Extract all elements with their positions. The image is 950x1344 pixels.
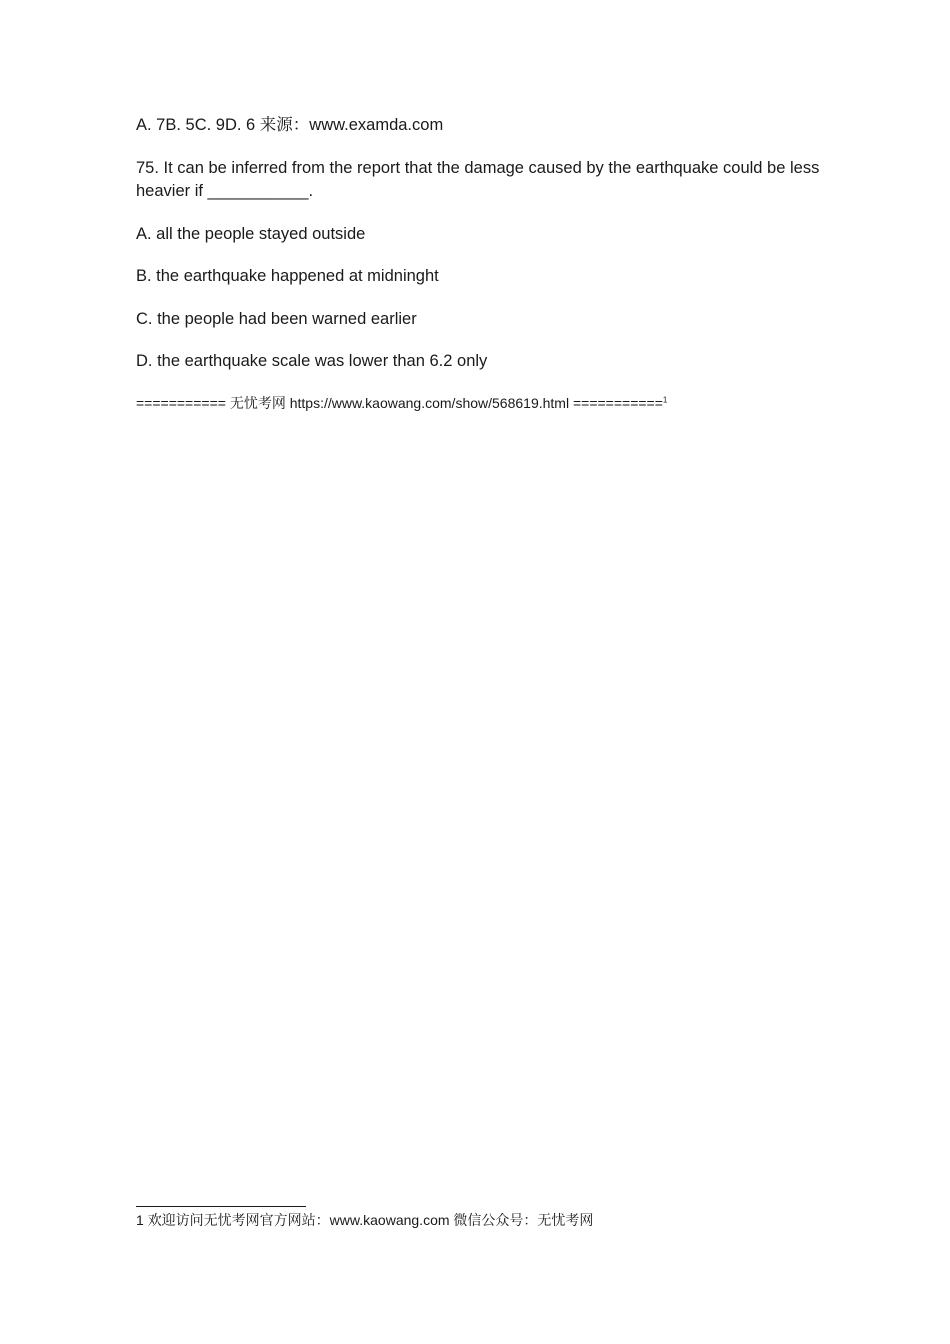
choice-d-text: D. the earthquake scale was lower than 6.2 only	[136, 352, 488, 370]
footnote-divider	[136, 1206, 306, 1207]
footnote-text: 欢迎访问无忧考网官方网站：www.kaowang.com 微信公众号：无忧考网	[147, 1212, 594, 1228]
source-line	[136, 393, 826, 413]
footnote-marker: 1	[136, 1212, 144, 1228]
choice-b	[136, 265, 826, 288]
footnote	[136, 1210, 593, 1230]
choice-c-text: C. the people had been warned earlier	[136, 310, 417, 328]
options-line-text: A. 7B. 5C. 9D. 6 来源：www.examda.com	[136, 116, 444, 134]
choice-a	[136, 223, 826, 246]
choice-c	[136, 308, 826, 331]
choice-d	[136, 350, 826, 373]
choice-a-text: A. all the people stayed outside	[136, 225, 366, 243]
question-text	[136, 157, 826, 203]
choice-b-text: B. the earthquake happened at midninght	[136, 267, 439, 285]
source-line-text: =========== 无忧考网 https://www.kaowang.com/show/568619.html ===========	[136, 395, 663, 411]
footnote-reference: 1	[662, 395, 668, 405]
question-text-content: 75. It can be inferred from the report that the damage caused by the earthquake could be less heavier if ___________.	[136, 159, 820, 200]
options-line	[136, 114, 826, 137]
